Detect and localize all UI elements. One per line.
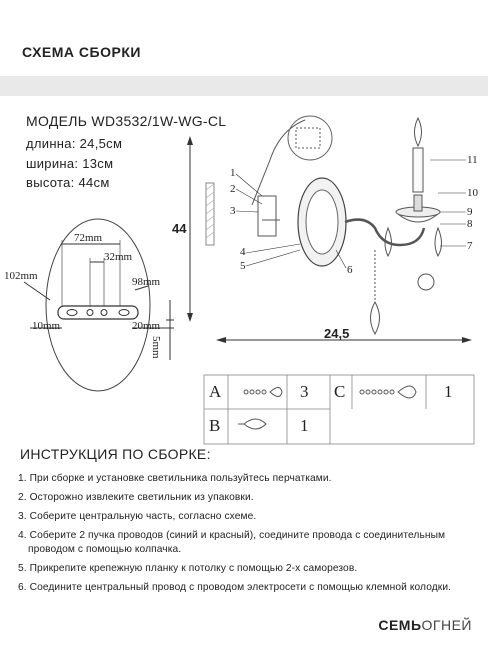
instructions-heading: ИНСТРУКЦИЯ ПО СБОРКЕ: — [20, 446, 211, 462]
callout-1: 1 — [230, 167, 236, 179]
width-spec: ширина: 13см — [26, 156, 114, 171]
instruction-step: 1. При сборке и установке светильника пользуйтесь перчатками. — [18, 473, 332, 484]
model-label: МОДЕЛЬ WD3532/1W-WG-CL — [26, 113, 227, 129]
part-c-letter: C — [334, 382, 346, 401]
plate-oval-outline — [46, 219, 150, 391]
callout-2: 2 — [230, 183, 236, 195]
width-dimension-label: 24,5 — [324, 326, 350, 341]
brand-logo — [378, 617, 472, 633]
instruction-step: проводом с помощью колпачка. — [28, 544, 182, 555]
height-dimension-label: 44 — [172, 221, 187, 236]
instruction-step: 6. Соедините центральный провод с проводом электросети с помощью клемной колодки. — [18, 582, 452, 593]
dim-5: 5mm — [150, 336, 162, 359]
brand-light: ОГНЕЙ — [421, 617, 472, 633]
height-spec: высота: 44см — [26, 175, 110, 190]
instruction-step: 4. Соберите 2 пучка проводов (синий и красный), соедините провода с соединительным — [18, 530, 446, 541]
callout-5: 5 — [240, 260, 246, 272]
brand-bold: СЕМЬ — [378, 617, 422, 633]
part-c-qty: 1 — [444, 382, 453, 401]
instruction-step: 2. Осторожно извлеките светильник из упаковки. — [18, 492, 254, 503]
part-b-qty: 1 — [300, 416, 309, 435]
instruction-step: 3. Соберите центральную часть, согласно схеме. — [18, 511, 257, 522]
callout-4: 4 — [240, 246, 246, 258]
dim-10: 10mm — [32, 320, 61, 332]
page-title: СХЕМА СБОРКИ — [22, 44, 141, 60]
callout-7: 7 — [467, 240, 473, 252]
length-spec: длинна: 24,5см — [26, 136, 123, 151]
part-a-letter: A — [209, 382, 222, 401]
dim-20: 20mm — [132, 320, 161, 332]
callout-11: 11 — [467, 154, 478, 166]
callout-10: 10 — [467, 187, 478, 199]
dim-98: 98mm — [132, 276, 161, 288]
mounting-bar — [58, 306, 138, 319]
callout-8: 8 — [467, 218, 473, 230]
dim-102: 102mm — [4, 270, 38, 282]
dim-32: 32mm — [104, 251, 133, 263]
callout-3: 3 — [230, 205, 236, 217]
instruction-step: 5. Прикрепите крепежную планку к потолку с помощью 2-х саморезов. — [18, 563, 358, 574]
part-a-qty: 3 — [300, 382, 309, 401]
part-b-letter: B — [209, 416, 221, 435]
callout-9: 9 — [467, 206, 473, 218]
dim-72: 72mm — [74, 232, 103, 244]
callout-6: 6 — [347, 264, 353, 276]
